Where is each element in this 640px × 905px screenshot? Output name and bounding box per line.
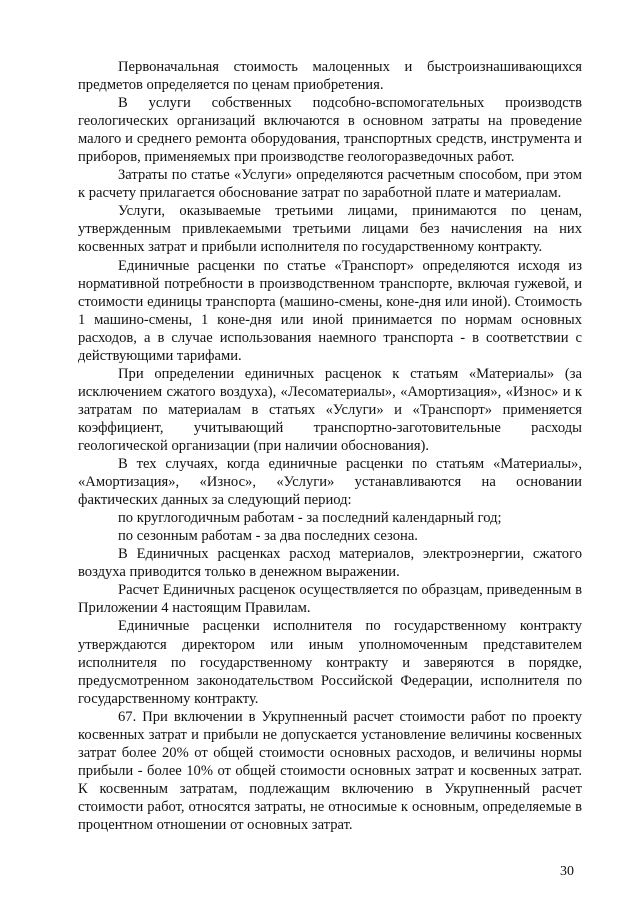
paragraph-services-cost: Затраты по статье «Услуги» определяются расчетным способом, при этом к расчету прилагается обоснование затрат по заработной плате и материалам. [78,167,582,202]
paragraph-year-round-works: по круглогодичным работам - за последний календарный год; [118,510,502,527]
document-body [78,58,582,834]
paragraph-monetary-expression: В Единичных расценках расход материалов, электроэнергии, сжатого воздуха приводится только в денежном выражении. [78,546,582,581]
paragraph-materials-coefficient: При определении единичных расценок к статьям «Материалы» (за исключением сжатого воздуха), «Лесоматериалы», «Амортизация», «Износ» и к затратам по материалам в статьях «Услуги» и «Транспорт» применяется коэффициент, учитывающий транспортно-заготовительные расходы геологической организации (при наличии обоснования). [78,365,582,454]
paragraph-seasonal-works: по сезонным работам - за два последних сезона. [118,528,418,545]
paragraph-transport-rates: Единичные расценки по статье «Транспорт» определяются исходя из нормативной потребности в производственном транспорте, включая гужевой, и стоимости единицы транспорта (машино-смены, коне-дня или иной). Стоимость 1 машино-смены, 1 коне-дня или иной принимается по нормам основных расходов, а в случае использования наемного транспорта - в соответствии с действующими тарифами. [78,257,582,364]
paragraph-clause-67: 67. При включении в Укрупненный расчет стоимости работ по проекту косвенных затрат и прибыли не допускается установление величины косвенных затрат более 20% от общей стоимости основных расходов, и величины нормы прибыли - более 10% от общей стоимости основных затрат и косвенных затрат. К косвенным затратам, подлежащим включению в Укрупненный расчет стоимости работ, относятся затраты, не относимые к основным, определяемые в процентном отношении от основных затрат. [78,708,582,833]
paragraph-third-party-services: Услуги, оказываемые третьими лицами, принимаются по ценам, утвержденным привлекаемыми третьими лицами без начисления на них косвенных затрат и прибыли исполнителя по государственному контракту. [78,203,582,256]
paragraph-low-value-items: Первоначальная стоимость малоценных и быстроизнашивающихся предметов определяется по ценам приобретения. [78,59,582,94]
page-number: 30 [560,864,574,879]
paragraph-actual-data-period: В тех случаях, когда единичные расценки по статьям «Материалы», «Амортизация», «Износ», «Услуги» устанавливаются на основании фактических данных за следующий период: [78,456,582,509]
paragraph-calculation-samples: Расчет Единичных расценок осуществляется по образцам, приведенным в Приложении 4 настоящим Правилам. [78,582,582,617]
paragraph-rates-approval: Единичные расценки исполнителя по государственному контракту утверждаются директором или иным уполномоченным представителем исполнителя по государственному контракту и заверяются в порядке, предусмотренном законодательством Российской Федерации, исполнителя по государственному контракту. [78,618,582,707]
paragraph-auxiliary-services: В услуги собственных подсобно-вспомогательных производств геологических организаций включаются в основном затраты на проведение малого и среднего ремонта оборудования, транспортных средств, инструмента и приборов, применяемых при производстве геологоразведочных работ. [78,95,582,166]
